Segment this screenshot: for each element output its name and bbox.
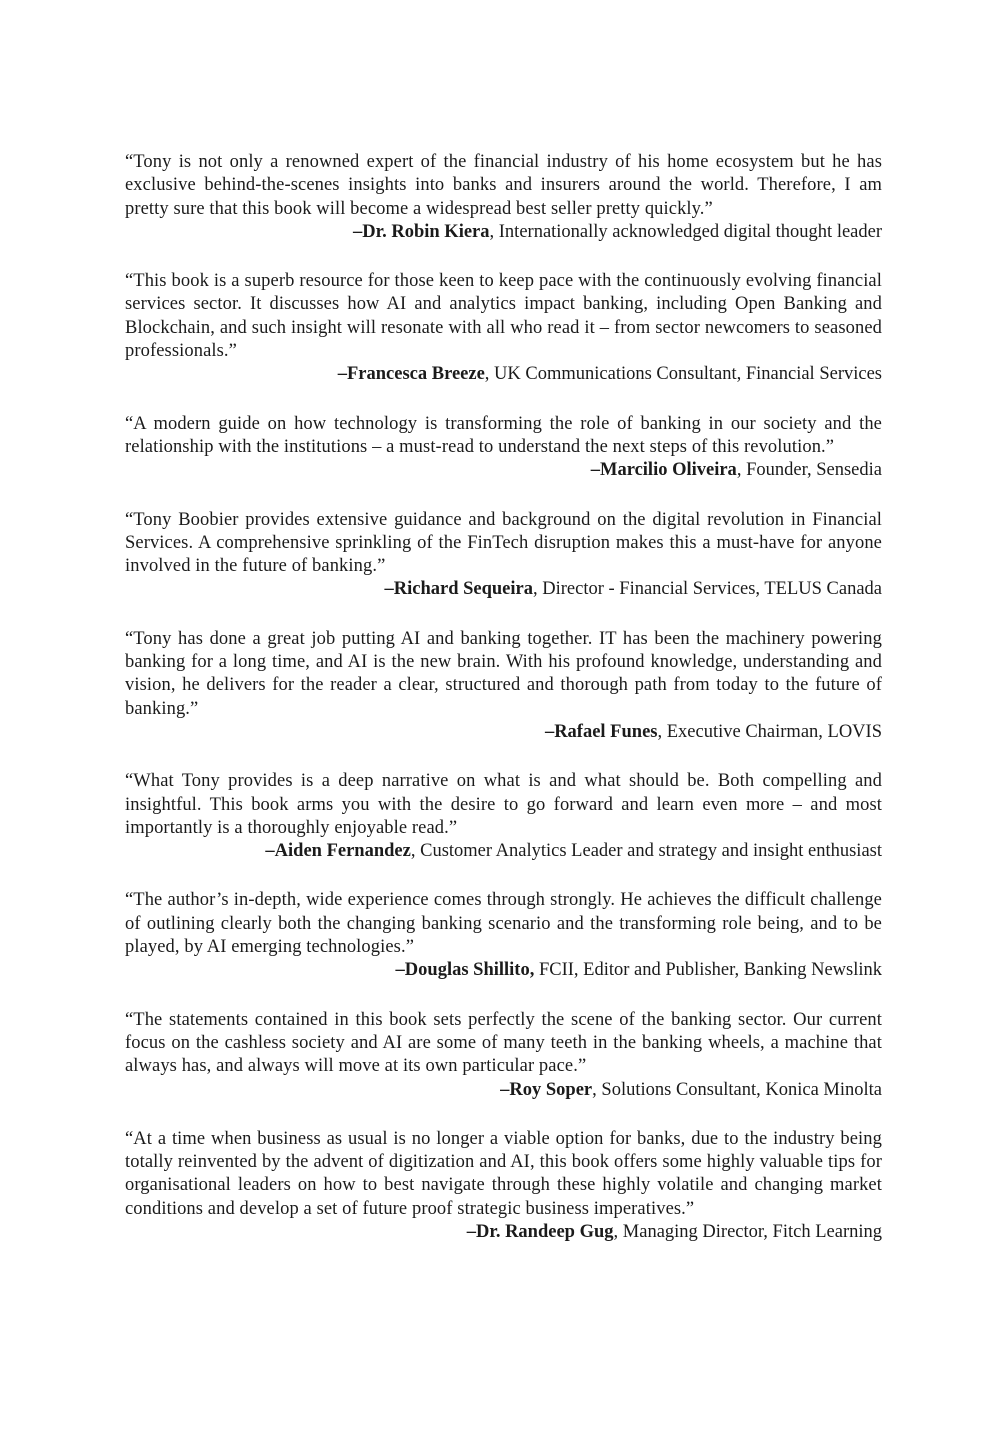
endorsement-quote [125,1128,882,1244]
endorsements-section [125,151,882,1270]
attribution-name: –Douglas Shillito, [395,960,535,981]
quote-attribution [125,721,882,744]
attribution-role: , Internationally acknowledged digital thought leader [489,221,882,242]
attribution-role: , Executive Chairman, LOVIS [657,721,882,742]
quote-attribution [125,959,882,982]
attribution-role: , Managing Director, Fitch Learning [613,1221,882,1242]
attribution-role: , UK Communications Consultant, Financial Services [484,364,882,385]
attribution-name: –Roy Soper [500,1079,593,1100]
quote-text: “Tony Boobier provides extensive guidance and background on the digital revolution in Financial Services. A comprehensive sprinkling of the FinTech disruption makes this a must-have for anyone involved in the future of banking.” [125,509,882,577]
quote-attribution [125,840,882,863]
endorsement-quote [125,1009,882,1102]
endorsement-quote [125,628,882,744]
attribution-name: –Richard Sequeira [384,579,533,600]
attribution-role: , Customer Analytics Leader and strategy and insight enthusiast [410,841,882,862]
attribution-name: –Dr. Randeep Gug [466,1221,614,1242]
endorsement-quote [125,509,882,602]
quote-text: “The author’s in-depth, wide experience comes through strongly. He achieves the difficult challenge of outlining clearly both the changing banking scenario and the transforming role being, and to be played, by AI emerging technologies.” [125,890,882,958]
quote-text: “Tony has done a great job putting AI and banking together. IT has been the machinery powering banking for a long time, and AI is the new brain. With his profound knowledge, understanding and vision, he delivers for the reader a clear, structured and thorough path from today to the future of banking.” [125,628,882,719]
quote-attribution [125,578,882,601]
attribution-role: , Director - Financial Services, TELUS Canada [533,579,882,600]
quote-text: “This book is a superb resource for those keen to keep pace with the continuously evolving financial services sector. It discusses how AI and analytics impact banking, including Open Banking and Blockchain, and such insight will resonate with all who read it – from sector newcomers to seasoned professionals.” [125,271,882,362]
quote-text: “At a time when business as usual is no longer a viable option for banks, due to the industry being totally reinvented by the advent of digitization and AI, this book offers some highly valuable tips for organisational leaders on how to best navigate through these highly volatile and changing market conditions and develop a set of future proof strategic business imperatives.” [125,1128,882,1219]
attribution-role: FCII, Editor and Publisher, Banking Newslink [534,960,882,981]
quote-attribution [125,363,882,386]
quote-attribution [125,459,882,482]
endorsement-quote [125,770,882,863]
endorsement-quote [125,413,882,483]
quote-text: “Tony is not only a renowned expert of the financial industry of his home ecosystem but he has exclusive behind-the-scenes insights into banks and insurers around the world. Therefore, I am pretty sure that this book will become a widespread best seller pretty quickly.” [125,152,882,219]
attribution-name: –Aiden Fernandez [265,841,411,862]
quote-text: “A modern guide on how technology is transforming the role of banking in our society and the relationship with the institutions – a must-read to understand the next steps of this revolution.” [125,413,882,457]
quote-attribution [125,221,882,244]
attribution-name: –Marcilio Oliveira [590,460,737,481]
attribution-name: –Francesca Breeze [337,364,485,385]
endorsement-quote [125,889,882,982]
endorsement-quote [125,270,882,386]
attribution-role: , Founder, Sensedia [736,460,882,481]
attribution-name: –Dr. Robin Kiera [352,221,490,242]
endorsement-quote [125,151,882,244]
quote-attribution [125,1221,882,1244]
quote-attribution [125,1079,882,1102]
quote-text: “What Tony provides is a deep narrative on what is and what should be. Both compelling and insightful. This book arms you with the desire to go forward and learn even more – and most importantly is a thoroughly enjoyable read.” [125,771,882,838]
attribution-role: , Solutions Consultant, Konica Minolta [592,1079,882,1100]
attribution-name: –Rafael Funes [544,721,658,742]
quote-text: “The statements contained in this book sets perfectly the scene of the banking sector. Our current focus on the cashless society and AI are some of many teeth in the banking wheels, a machine that always has, and always will move at its own particular pace.” [125,1009,882,1077]
